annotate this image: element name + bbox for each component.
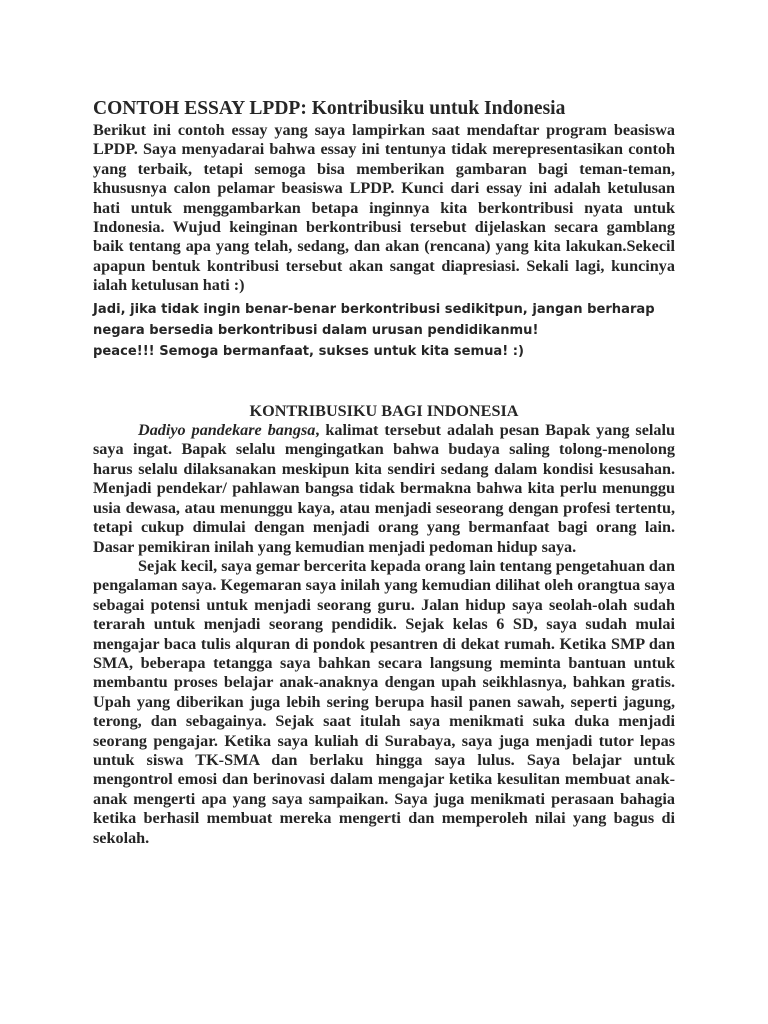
essay-title: CONTOH ESSAY LPDP: Kontribusiku untuk Indonesia	[93, 98, 566, 119]
note-line: negara bersedia berkontribusi dalam urusan pendidikanmu!	[93, 322, 539, 338]
closing-note	[93, 299, 675, 362]
intro-paragraph: Berikut ini contoh essay yang saya lampirkan saat mendaftar program beasiswa LPDP. Saya menyadarai bahwa essay ini tentunya tidak merepresentasikan contoh yang terbaik, tetapi semoga bisa memberikan gambaran bagi teman-teman, khususnya calon pelamar beasiswa LPDP. Kunci dari essay ini adalah ketulusan hati untuk menggambarkan betapa inginnya kita berkontribusi nyata untuk Indonesia. Wujud keinginan berkontribusi tersebut dijelaskan secara gamblang baik tentang apa yang telah, sedang, dan akan (rencana) yang kita lakukan.Sekecil apapun bentuk kontribusi tersebut akan sangat diapresiasi. Sekali lagi, kuncinya ialah ketulusan hati :)	[93, 121, 675, 295]
document-page	[93, 97, 675, 848]
body-paragraph-1	[93, 421, 675, 557]
paragraph-text: , kalimat tersebut adalah pesan Bapak yang selalu saya ingat. Bapak selalu mengingatkan bahwa budaya saling tolong-menolong harus selalu dilaksanakan meskipun kita sendiri sedang dalam kondisi kesusahan. Menjadi pendekar/ pahlawan bangsa tidak bermakna bahwa kita perlu menunggu usia dewasa, atau menunggu kaya, atau menjadi seseorang dengan profesi tertentu, tetapi cukup dimulai dengan menjadi orang yang bermanfaat bagi orang lain. Dasar pemikiran inilah yang kemudian menjadi pedoman hidup saya.	[93, 421, 675, 556]
section-title: KONTRIBUSIKU BAGI INDONESIA	[249, 401, 519, 420]
note-line: Jadi, jika tidak ingin benar-benar berkontribusi sedikitpun, jangan berharap	[93, 301, 655, 317]
quote-phrase: Dadiyo pandekare bangsa	[138, 421, 316, 440]
body-paragraph-2: Sejak kecil, saya gemar bercerita kepada orang lain tentang pengetahuan dan pengalaman saya. Kegemaran saya inilah yang kemudian dilihat oleh orangtua saya sebagai potensi untuk menjadi seorang guru. Jalan hidup saya seolah-olah sudah terarah untuk menjadi seorang pendidik. Sejak kelas 6 SD, saya sudah mulai mengajar baca tulis alquran di pondok pesantren di dekat rumah. Ketika SMP dan SMA, beberapa tetangga saya bahkan secara langsung meminta bantuan untuk membantu proses belajar anak-anaknya dengan upah seikhlasnya, bahkan gratis. Upah yang diberikan juga lebih sering berupa hasil panen sawah, seperti jagung, terong, dan sebagainya. Sejak saat itulah saya menikmati suka duka menjadi seorang pengajar. Ketika saya kuliah di Surabaya, saya juga menjadi tutor lepas untuk siswa TK-SMA dan berlaku hingga saya lulus. Saya belajar untuk mengontrol emosi dan berinovasi dalam mengajar ketika kesulitan membuat anak-anak mengerti apa yang saya sampaikan. Saya juga menikmati perasaan bahagia ketika berhasil membuat mereka mengerti dan memperoleh nilai yang bagus di sekolah.	[93, 556, 675, 847]
note-line: peace!!! Semoga bermanfaat, sukses untuk kita semua! :)	[93, 343, 525, 359]
